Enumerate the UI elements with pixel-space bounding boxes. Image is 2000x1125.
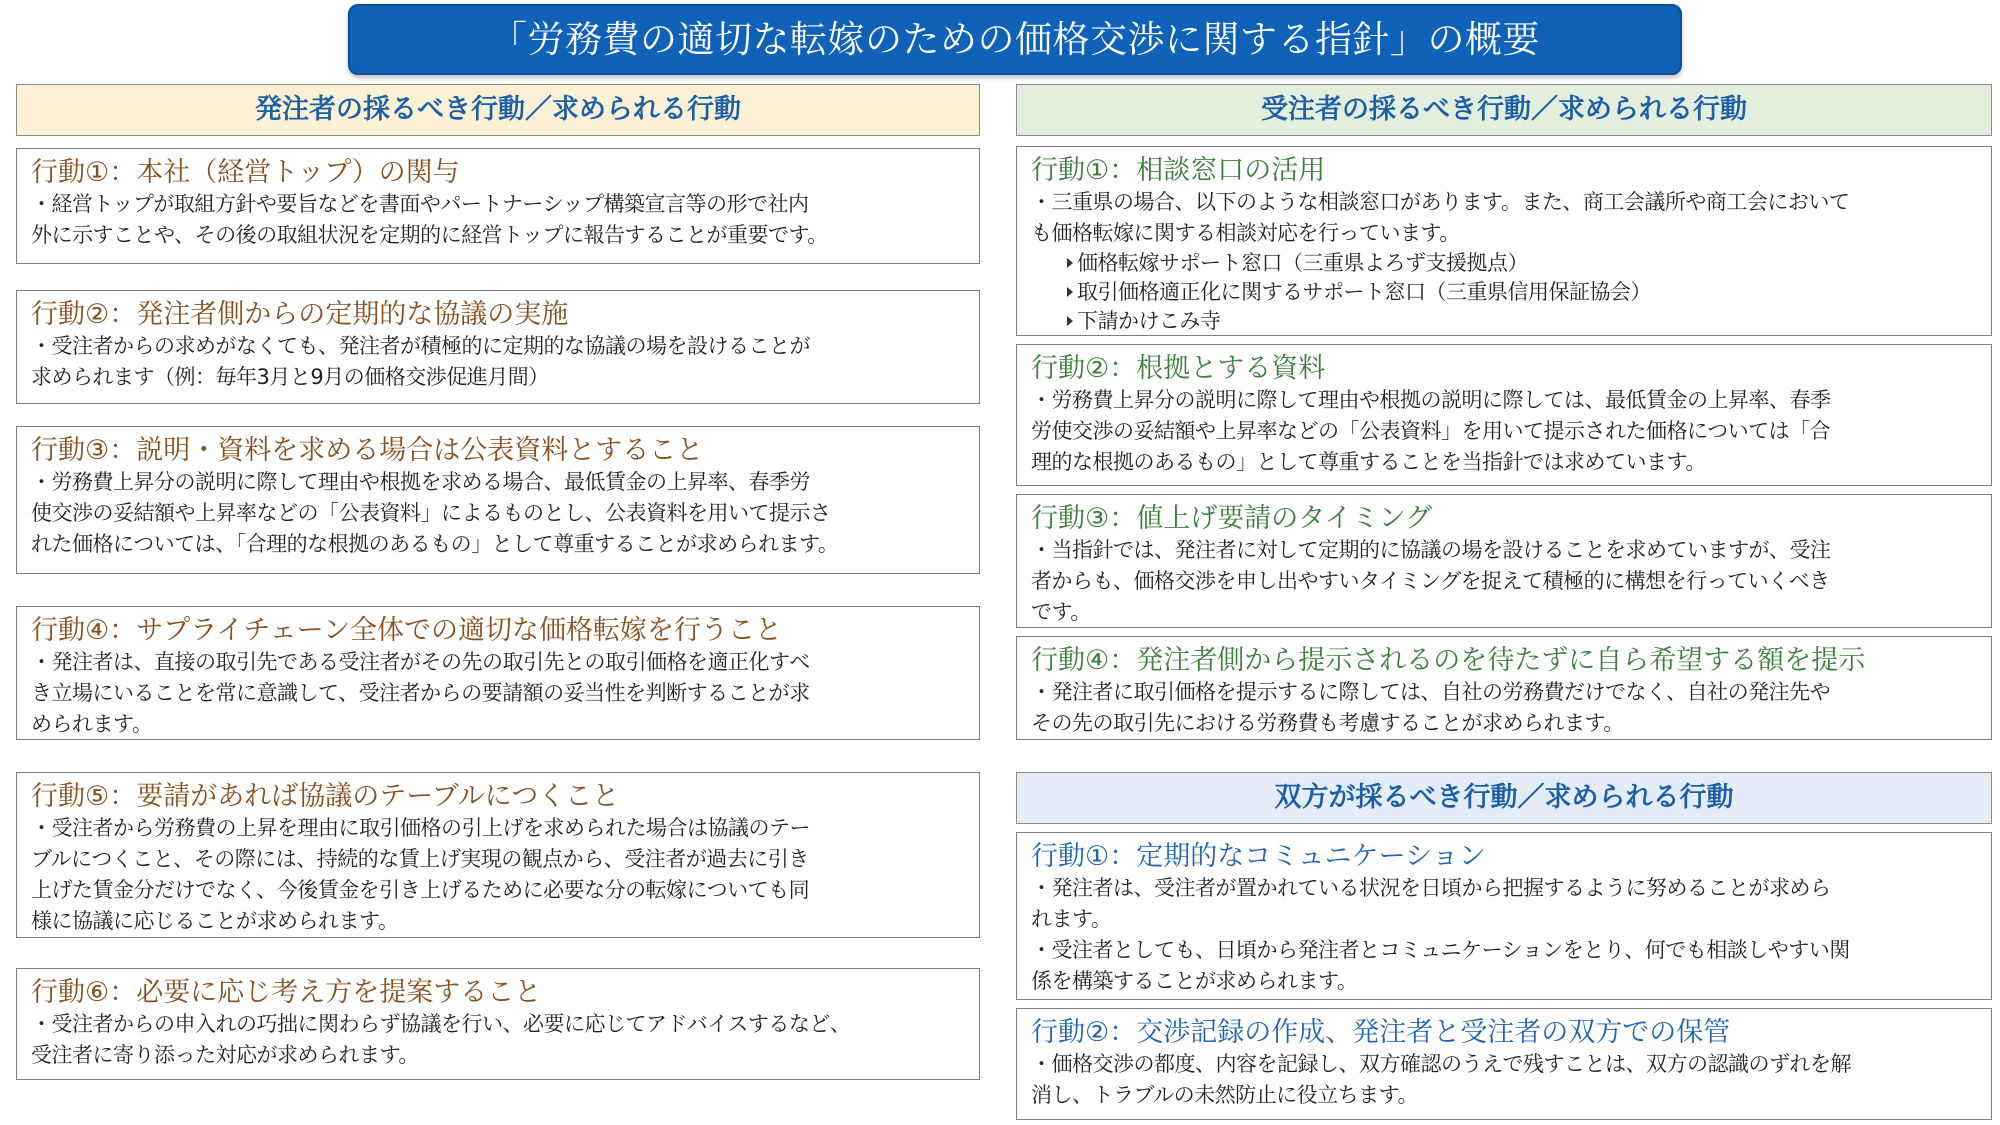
card-text-line: ・価格交渉の都度、内容を記録し、双方確認のうえで残すことは、双方の認識のずれを解	[1031, 1052, 1851, 1076]
client-action-5-card	[16, 772, 980, 938]
card-text-line: ・受注者から労務費の上昇を理由に取引価格の引上げを求められた場合は協議のテー	[31, 816, 810, 840]
card-title: 行動②：根拠とする資料	[1031, 353, 1326, 384]
card-text-line: められます。	[31, 712, 153, 736]
page-title: 「労務費の適切な転嫁のための価格交渉に関する指針」の概要	[348, 4, 1682, 75]
card-text-line: ・発注者は、直接の取引先である受注者がその先の取引先との取引価格を適正化すべ	[31, 650, 810, 674]
card-text-line: 消し、トラブルの未然防止に役立ちます。	[1031, 1083, 1418, 1107]
both-parties-section-heading: 双方が採るべき行動／求められる行動	[1016, 772, 1992, 824]
card-text-line: ・三重県の場合、以下のような相談窓口があります。また、商工会議所や商工会において	[1031, 190, 1850, 214]
client-action-2-card	[16, 290, 980, 404]
card-text-line: 外に示すことや、その後の取組状況を定期的に経営トップに報告することが重要です。	[31, 223, 828, 247]
card-text-line: ・発注者に取引価格を提示するに際しては、自社の労務費だけでなく、自社の発注先や	[1031, 680, 1831, 704]
both-action-1-card	[1016, 832, 1992, 1000]
client-section-heading: 発注者の採るべき行動／求められる行動	[16, 84, 980, 136]
card-title: 行動①：定期的なコミュニケーション	[1031, 841, 1486, 872]
card-text-line: ・労務費上昇分の説明に際して理由や根拠の説明に際しては、最低賃金の上昇率、春季	[1031, 388, 1831, 412]
item-label: 下請かけこみ寺	[1077, 309, 1221, 333]
contractor-section-heading: 受注者の採るべき行動／求められる行動	[1016, 84, 1992, 136]
card-text-line: です。	[1031, 600, 1091, 624]
consultation-desk-item	[1031, 249, 1981, 278]
contractor-action-4-card	[1016, 636, 1992, 740]
card-title: 行動⑥：必要に応じ考え方を提案すること	[31, 977, 542, 1008]
contractor-action-1-card	[1016, 146, 1992, 336]
card-title: 行動②：交渉記録の作成、発注者と受注者の双方での保管	[1031, 1017, 1731, 1048]
card-text-line: 使交渉の妥結額や上昇率などの「公表資料」によるものとし、公表資料を用いて提示さ	[31, 501, 831, 525]
card-text-line: れます。	[1031, 907, 1112, 931]
card-title: 行動⑤：要請があれば協議のテーブルにつくこと	[31, 781, 620, 812]
card-title: 行動①：相談窓口の活用	[1031, 155, 1326, 186]
card-text-line: ・受注者からの求めがなくても、発注者が積極的に定期的な協議の場を設けることが	[31, 334, 810, 358]
card-title: 行動④：発注者側から提示されるのを待たずに自ら希望する額を提示	[1031, 645, 1866, 676]
card-title: 行動①：本社（経営トップ）の関与	[31, 157, 460, 188]
card-text-line: ・受注者としても、日頃から発注者とコミュニケーションをとり、何でも相談しやすい関	[1031, 938, 1850, 962]
triangle-bullet-icon	[1067, 287, 1073, 297]
card-text-line: れた価格については、「合理的な根拠のあるもの」として尊重することが求められます。	[31, 532, 839, 556]
card-text-line: ブルにつくこと、その際には、持続的な賃上げ実現の観点から、受注者が過去に引き	[31, 847, 809, 871]
item-label: 取引価格適正化に関するサポート窓口（三重県信用保証協会）	[1077, 280, 1651, 304]
card-text-line: ・労務費上昇分の説明に際して理由や根拠を求める場合、最低賃金の上昇率、春季労	[31, 470, 810, 494]
card-text-line: 労使交渉の妥結額や上昇率などの「公表資料」を用いて提示された価格については「合	[1031, 419, 1831, 443]
consultation-desk-item	[1031, 307, 1981, 336]
card-text-line: 上げた賃金分だけでなく、今後賃金を引き上げるために必要な分の転嫁についても同	[31, 878, 810, 902]
consultation-desk-item	[1031, 278, 1981, 307]
card-text-line: 求められます（例：毎年3月と9月の価格交渉促進月間）	[31, 365, 549, 389]
client-action-4-card	[16, 606, 980, 740]
client-action-6-card	[16, 968, 980, 1080]
card-text-line: ・経営トップが取組方針や要旨などを書面やパートナーシップ構築宣言等の形で社内	[31, 192, 809, 216]
card-title: 行動④：サプライチェーン全体での適切な価格転嫁を行うこと	[31, 615, 783, 646]
card-text-line: も価格転嫁に関する相談対応を行っています。	[1031, 221, 1460, 245]
contractor-action-3-card	[1016, 494, 1992, 628]
card-text-line: 係を構築することが求められます。	[1031, 969, 1358, 993]
item-label: 価格転嫁サポート窓口（三重県よろず支援拠点）	[1077, 251, 1528, 275]
card-text-line: 者からも、価格交渉を申し出やすいタイミングを捉えて積極的に構想を行っていくべき	[1031, 569, 1830, 593]
contractor-action-2-card	[1016, 344, 1992, 486]
card-title: 行動③：値上げ要請のタイミング	[1031, 503, 1433, 534]
card-text-line: その先の取引先における労務費も考慮することが求められます。	[1031, 711, 1624, 735]
card-title: 行動③：説明・資料を求める場合は公表資料とすること	[31, 435, 704, 466]
card-text-line: ・受注者からの申入れの巧拙に関わらず協議を行い、必要に応じてアドバイスするなど、	[31, 1012, 851, 1036]
client-action-1-card	[16, 148, 980, 264]
triangle-bullet-icon	[1067, 316, 1073, 326]
card-text-line: ・当指針では、発注者に対して定期的に協議の場を設けることを求めていますが、受注	[1031, 538, 1831, 562]
card-title: 行動②：発注者側からの定期的な協議の実施	[31, 299, 569, 330]
triangle-bullet-icon	[1067, 258, 1073, 268]
card-text-line: 受注者に寄り添った対応が求められます。	[31, 1043, 419, 1067]
card-text-line: 様に協議に応じることが求められます。	[31, 909, 399, 933]
card-text-line: き立場にいることを常に意識して、受注者からの要請額の妥当性を判断することが求	[31, 681, 810, 705]
card-text-line: ・発注者は、受注者が置かれている状況を日頃から把握するように努めることが求めら	[1031, 876, 1831, 900]
client-action-3-card	[16, 426, 980, 574]
both-action-2-card	[1016, 1008, 1992, 1120]
card-text-line: 理的な根拠のあるもの」として尊重することを当指針では求めています。	[1031, 450, 1706, 474]
